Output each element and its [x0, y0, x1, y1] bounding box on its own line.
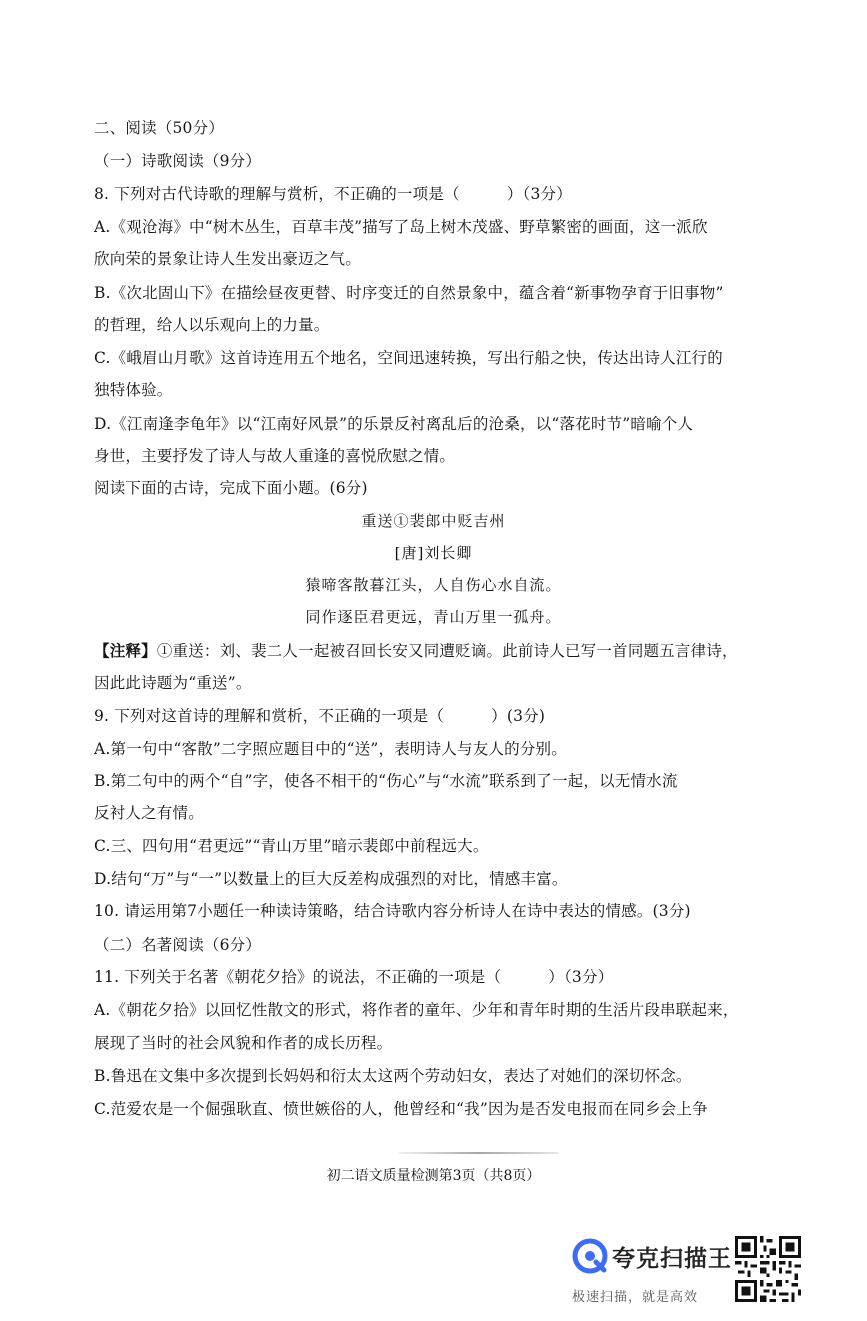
note-text: ①重送：刘、裴二人一起被召回长安又同遭贬谪。此前诗人已写一首同题五言律诗， [156, 642, 738, 660]
q9-option-b-line1: B.第二句中的两个“自”字，使各不相干的“伤心”与“水流”联系到了一起，以无情水流 [94, 772, 678, 790]
watermark-subtitle: 极速扫描，就是高效 [572, 1290, 699, 1305]
q9-option-a: A.第一句中“客散”二字照应题目中的“送”，表明诗人与友人的分别。 [94, 740, 567, 758]
poem-intro: 阅读下面的古诗，完成下面小题。(6分) [94, 479, 368, 497]
note-line2: 因此此诗题为“重送”。 [94, 674, 252, 692]
scan-smudge [398, 1152, 558, 1154]
q8-option-c-line2: 独特体验。 [94, 381, 173, 399]
q9-option-d: D.结句“万”与“一”以数量上的巨大反差构成强烈的对比，情感丰富。 [94, 870, 568, 888]
note-line1 [94, 641, 738, 661]
poem-author: [唐]刘长卿 [394, 544, 473, 562]
q11-option-c-line1: C.范爱农是一个倔强耿直、愤世嫉俗的人，他曾经和“我”因为是否发电报而在同乡会上争 [94, 1100, 708, 1118]
q9-option-b-line2: 反衬人之有情。 [94, 804, 204, 822]
q8-option-b-line1: B.《次北固山下》在描绘昼夜更替、时序变迁的自然景象中，蕴含着“新事物孕育于旧事物” [94, 284, 724, 302]
q8-stem: 8. 下列对古代诗歌的理解与赏析，不正确的一项是（ ）（3分） [94, 185, 572, 203]
q9-stem: 9. 下列对这首诗的理解和赏析，不正确的一项是（ ）(3分) [94, 707, 546, 725]
poem-line-1: 猿啼客散暮江头，人自伤心水自流。 [305, 576, 562, 594]
scanner-watermark [570, 1236, 860, 1316]
q8-option-c-line1: C.《峨眉山月歌》这首诗连用五个地名，空间迅速转换，写出行船之快，传达出诗人江行的 [94, 349, 723, 367]
q11-option-a-line1: A.《朝花夕拾》以回忆性散文的形式，将作者的童年、少年和青年时期的生活片段串联起来， [94, 1001, 739, 1019]
poem-line-2: 同作逐臣君更远，青山万里一孤舟。 [305, 608, 562, 626]
part1-title: （一）诗歌阅读（9分） [94, 152, 262, 170]
q11-option-a-line2: 展现了当时的社会风貌和作者的成长历程。 [94, 1034, 393, 1052]
qr-code-icon [735, 1236, 801, 1302]
section-title: 二、阅读（50分） [94, 119, 225, 137]
q10: 10. 请运用第7小题任一种读诗策略，结合诗歌内容分析诗人在诗中表达的情感。(3分) [94, 902, 691, 920]
page-footer: 初二语文质量检测第3页（共8页） [326, 1168, 541, 1184]
note-label: 【注释】 [94, 641, 157, 660]
q8-option-a-line1: A.《观沧海》中“树木丛生，百草丰茂”描写了岛上树木茂盛、野草繁密的画面，这一派欣 [94, 218, 708, 236]
q8-option-d-line2: 身世，主要抒发了诗人与故人重逢的喜悦欣慰之情。 [94, 447, 456, 465]
poem-title: 重送①裴郎中贬吉州 [361, 512, 506, 530]
watermark-title: 夸克扫描王 [612, 1246, 732, 1272]
q11-stem: 11. 下列关于名著《朝花夕拾》的说法，不正确的一项是（ ）（3分） [94, 968, 614, 986]
q8-option-b-line2: 的哲理，给人以乐观向上的力量。 [94, 316, 330, 334]
q8-option-d-line1: D.《江南逢李龟年》以“江南好风景”的乐景反衬离乱后的沧桑，以“落花时节”暗喻个人 [94, 415, 694, 433]
quark-logo-icon [572, 1238, 608, 1274]
q8-option-a-line2: 欣向荣的景象让诗人生发出豪迈之气。 [94, 250, 361, 268]
part2-title: （二）名著阅读（6分） [94, 936, 262, 954]
q11-option-b: B.鲁迅在文集中多次提到长妈妈和衍太太这两个劳动妇女，表达了对她们的深切怀念。 [94, 1067, 692, 1085]
q9-option-c: C.三、四句用“君更远”“青山万里”暗示裴郎中前程远大。 [94, 837, 489, 855]
